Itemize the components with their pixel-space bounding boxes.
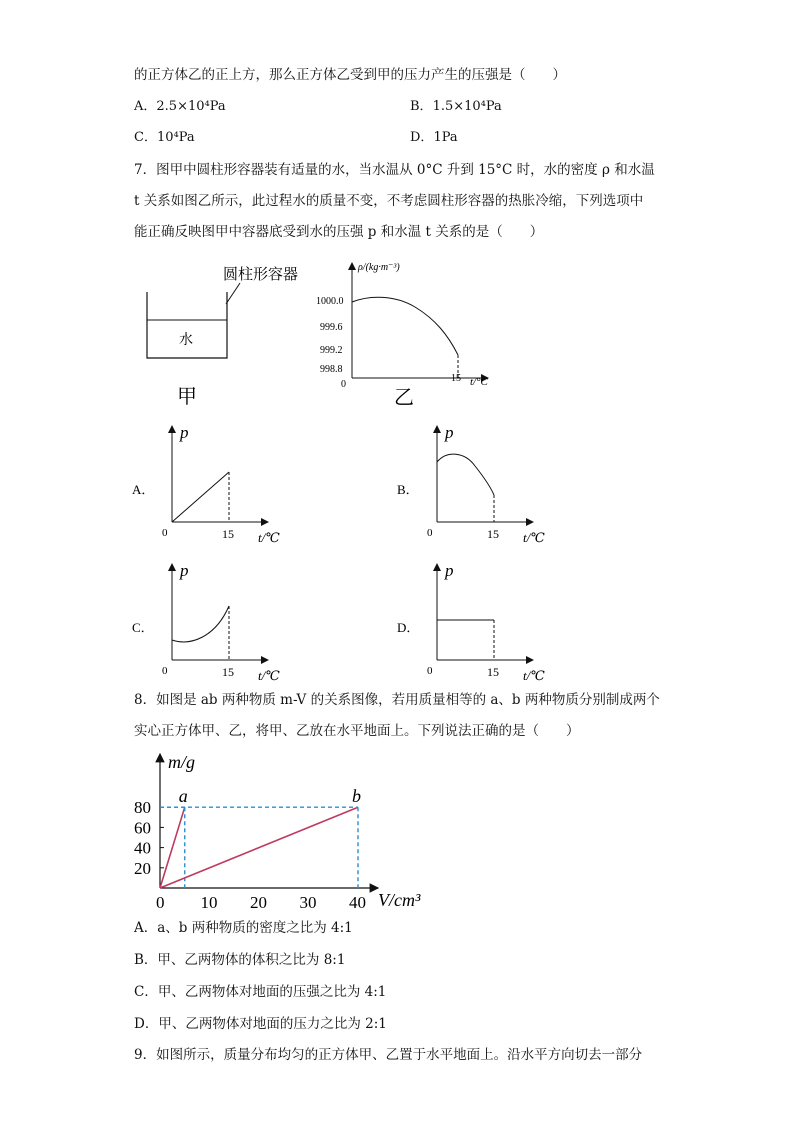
yi-x-label: t/°C bbox=[470, 376, 488, 388]
graph-x-label: t/℃ bbox=[258, 530, 280, 545]
q8-option-a[interactable]: A．a、b 两种物质的密度之比为 4:1 bbox=[134, 920, 353, 936]
mv-x-tick: 0 bbox=[156, 893, 165, 912]
q8-option-c[interactable]: C．甲、乙两物体对地面的压强之比为 4:1 bbox=[134, 984, 387, 1000]
mv-y-tick: 60 bbox=[134, 818, 151, 838]
fig-jia-caption: 甲 bbox=[177, 386, 197, 408]
graph-x-tick: 15 bbox=[487, 527, 499, 541]
graph-origin: 0 bbox=[162, 665, 168, 677]
graph-x-tick: 15 bbox=[222, 665, 234, 679]
density-curve bbox=[352, 297, 458, 355]
q7-stem-line-3: 能正确反映图甲中容器底受到水的压强 p 和水温 t 关系的是（ ） bbox=[134, 224, 544, 240]
graph-origin: 0 bbox=[162, 527, 168, 539]
graph-x-label: t/℃ bbox=[523, 668, 545, 683]
container-label: 圆柱形容器 bbox=[223, 267, 299, 283]
mv-series-label-b: b bbox=[352, 786, 361, 807]
yi-y-label: ρ/(kg·m⁻³) bbox=[358, 262, 400, 273]
q6-option-b[interactable]: B．1.5×10⁴Pa bbox=[410, 99, 502, 114]
yi-xtick: 15 bbox=[451, 373, 461, 384]
graph-x-tick: 15 bbox=[487, 665, 499, 679]
option-graph-label: D． bbox=[397, 620, 420, 635]
mv-chart bbox=[130, 748, 430, 918]
water-label: 水 bbox=[179, 333, 193, 348]
graph-y-label: p bbox=[180, 423, 189, 442]
mv-series-label-a: a bbox=[178, 786, 188, 807]
graph-curve bbox=[437, 454, 494, 495]
mv-y-tick: 80 bbox=[134, 798, 151, 818]
q6-option-c[interactable]: C．10⁴Pa bbox=[134, 130, 195, 145]
mv-x-tick: 10 bbox=[200, 893, 218, 912]
graph-y-label: p bbox=[180, 561, 189, 580]
mv-x-tick: 40 bbox=[349, 893, 366, 912]
mv-x-label: V/cm³ bbox=[378, 890, 421, 910]
mv-y-label: m/g bbox=[168, 752, 195, 772]
graph-x-tick: 15 bbox=[222, 527, 234, 541]
figure-jia bbox=[130, 258, 320, 408]
mv-y-tick: 40 bbox=[134, 838, 151, 858]
graph-curve bbox=[172, 606, 229, 642]
option-graph-a[interactable] bbox=[130, 420, 300, 548]
mv-y-tick: 20 bbox=[134, 858, 151, 878]
graph-x-label: t/℃ bbox=[523, 530, 545, 545]
mv-series-b bbox=[160, 807, 358, 888]
q9-stem-line-1: 9．如图所示，质量分布均匀的正方体甲、乙置于水平地面上。沿水平方向切去一部分 bbox=[134, 1047, 643, 1063]
q6-option-d[interactable]: D．1Pa bbox=[410, 130, 458, 145]
q7-stem-line-1: 7．图甲中圆柱形容器装有适量的水，当水温从 0°C 升到 15°C 时，水的密度 ρ 和水温 bbox=[134, 162, 655, 178]
yi-ytick-3: 999.2 bbox=[320, 345, 343, 356]
q7-stem-line-2: t 关系如图乙所示，此过程水的质量不变，不考虑圆柱形容器的热胀冷缩，下列选项中 bbox=[134, 193, 644, 209]
fig-yi-caption: 乙 bbox=[394, 387, 414, 409]
option-graph-label: C． bbox=[132, 620, 154, 635]
graph-y-label: p bbox=[445, 561, 454, 580]
yi-ytick-4: 998.8 bbox=[320, 364, 343, 375]
graph-origin: 0 bbox=[427, 665, 433, 677]
mv-x-tick: 20 bbox=[250, 893, 267, 912]
figure-yi bbox=[300, 255, 510, 410]
graph-y-label: p bbox=[445, 423, 454, 442]
graph-x-label: t/℃ bbox=[258, 668, 280, 683]
q6-tail: 的正方体乙的正上方，那么正方体乙受到甲的压力产生的压强是（ ） bbox=[134, 67, 566, 83]
yi-ytick-1: 1000.0 bbox=[316, 296, 344, 307]
container-outline bbox=[147, 292, 227, 358]
graph-origin: 0 bbox=[427, 527, 433, 539]
q8-stem-line-1: 8．如图是 ab 两种物质 m-V 的关系图像，若用质量相等的 a、b 两种物质分别制成两个 bbox=[134, 692, 660, 708]
option-graph-b[interactable] bbox=[395, 420, 565, 548]
yi-origin: 0 bbox=[341, 379, 346, 390]
q8-option-d[interactable]: D．甲、乙两物体对地面的压力之比为 2:1 bbox=[134, 1016, 387, 1032]
graph-curve bbox=[172, 472, 229, 522]
q8-stem-line-2: 实心正方体甲、乙，将甲、乙放在水平地面上。下列说法正确的是（ ） bbox=[134, 723, 580, 739]
option-graph-label: A． bbox=[132, 482, 155, 497]
yi-ytick-2: 999.6 bbox=[320, 322, 343, 333]
mv-x-tick: 30 bbox=[299, 893, 317, 912]
q6-option-a[interactable]: A．2.5×10⁴Pa bbox=[134, 99, 226, 114]
option-graph-d[interactable] bbox=[395, 558, 565, 686]
q8-option-b[interactable]: B．甲、乙两物体的体积之比为 8:1 bbox=[134, 952, 346, 968]
option-graph-c[interactable] bbox=[130, 558, 300, 686]
option-graph-label: B． bbox=[397, 482, 419, 497]
